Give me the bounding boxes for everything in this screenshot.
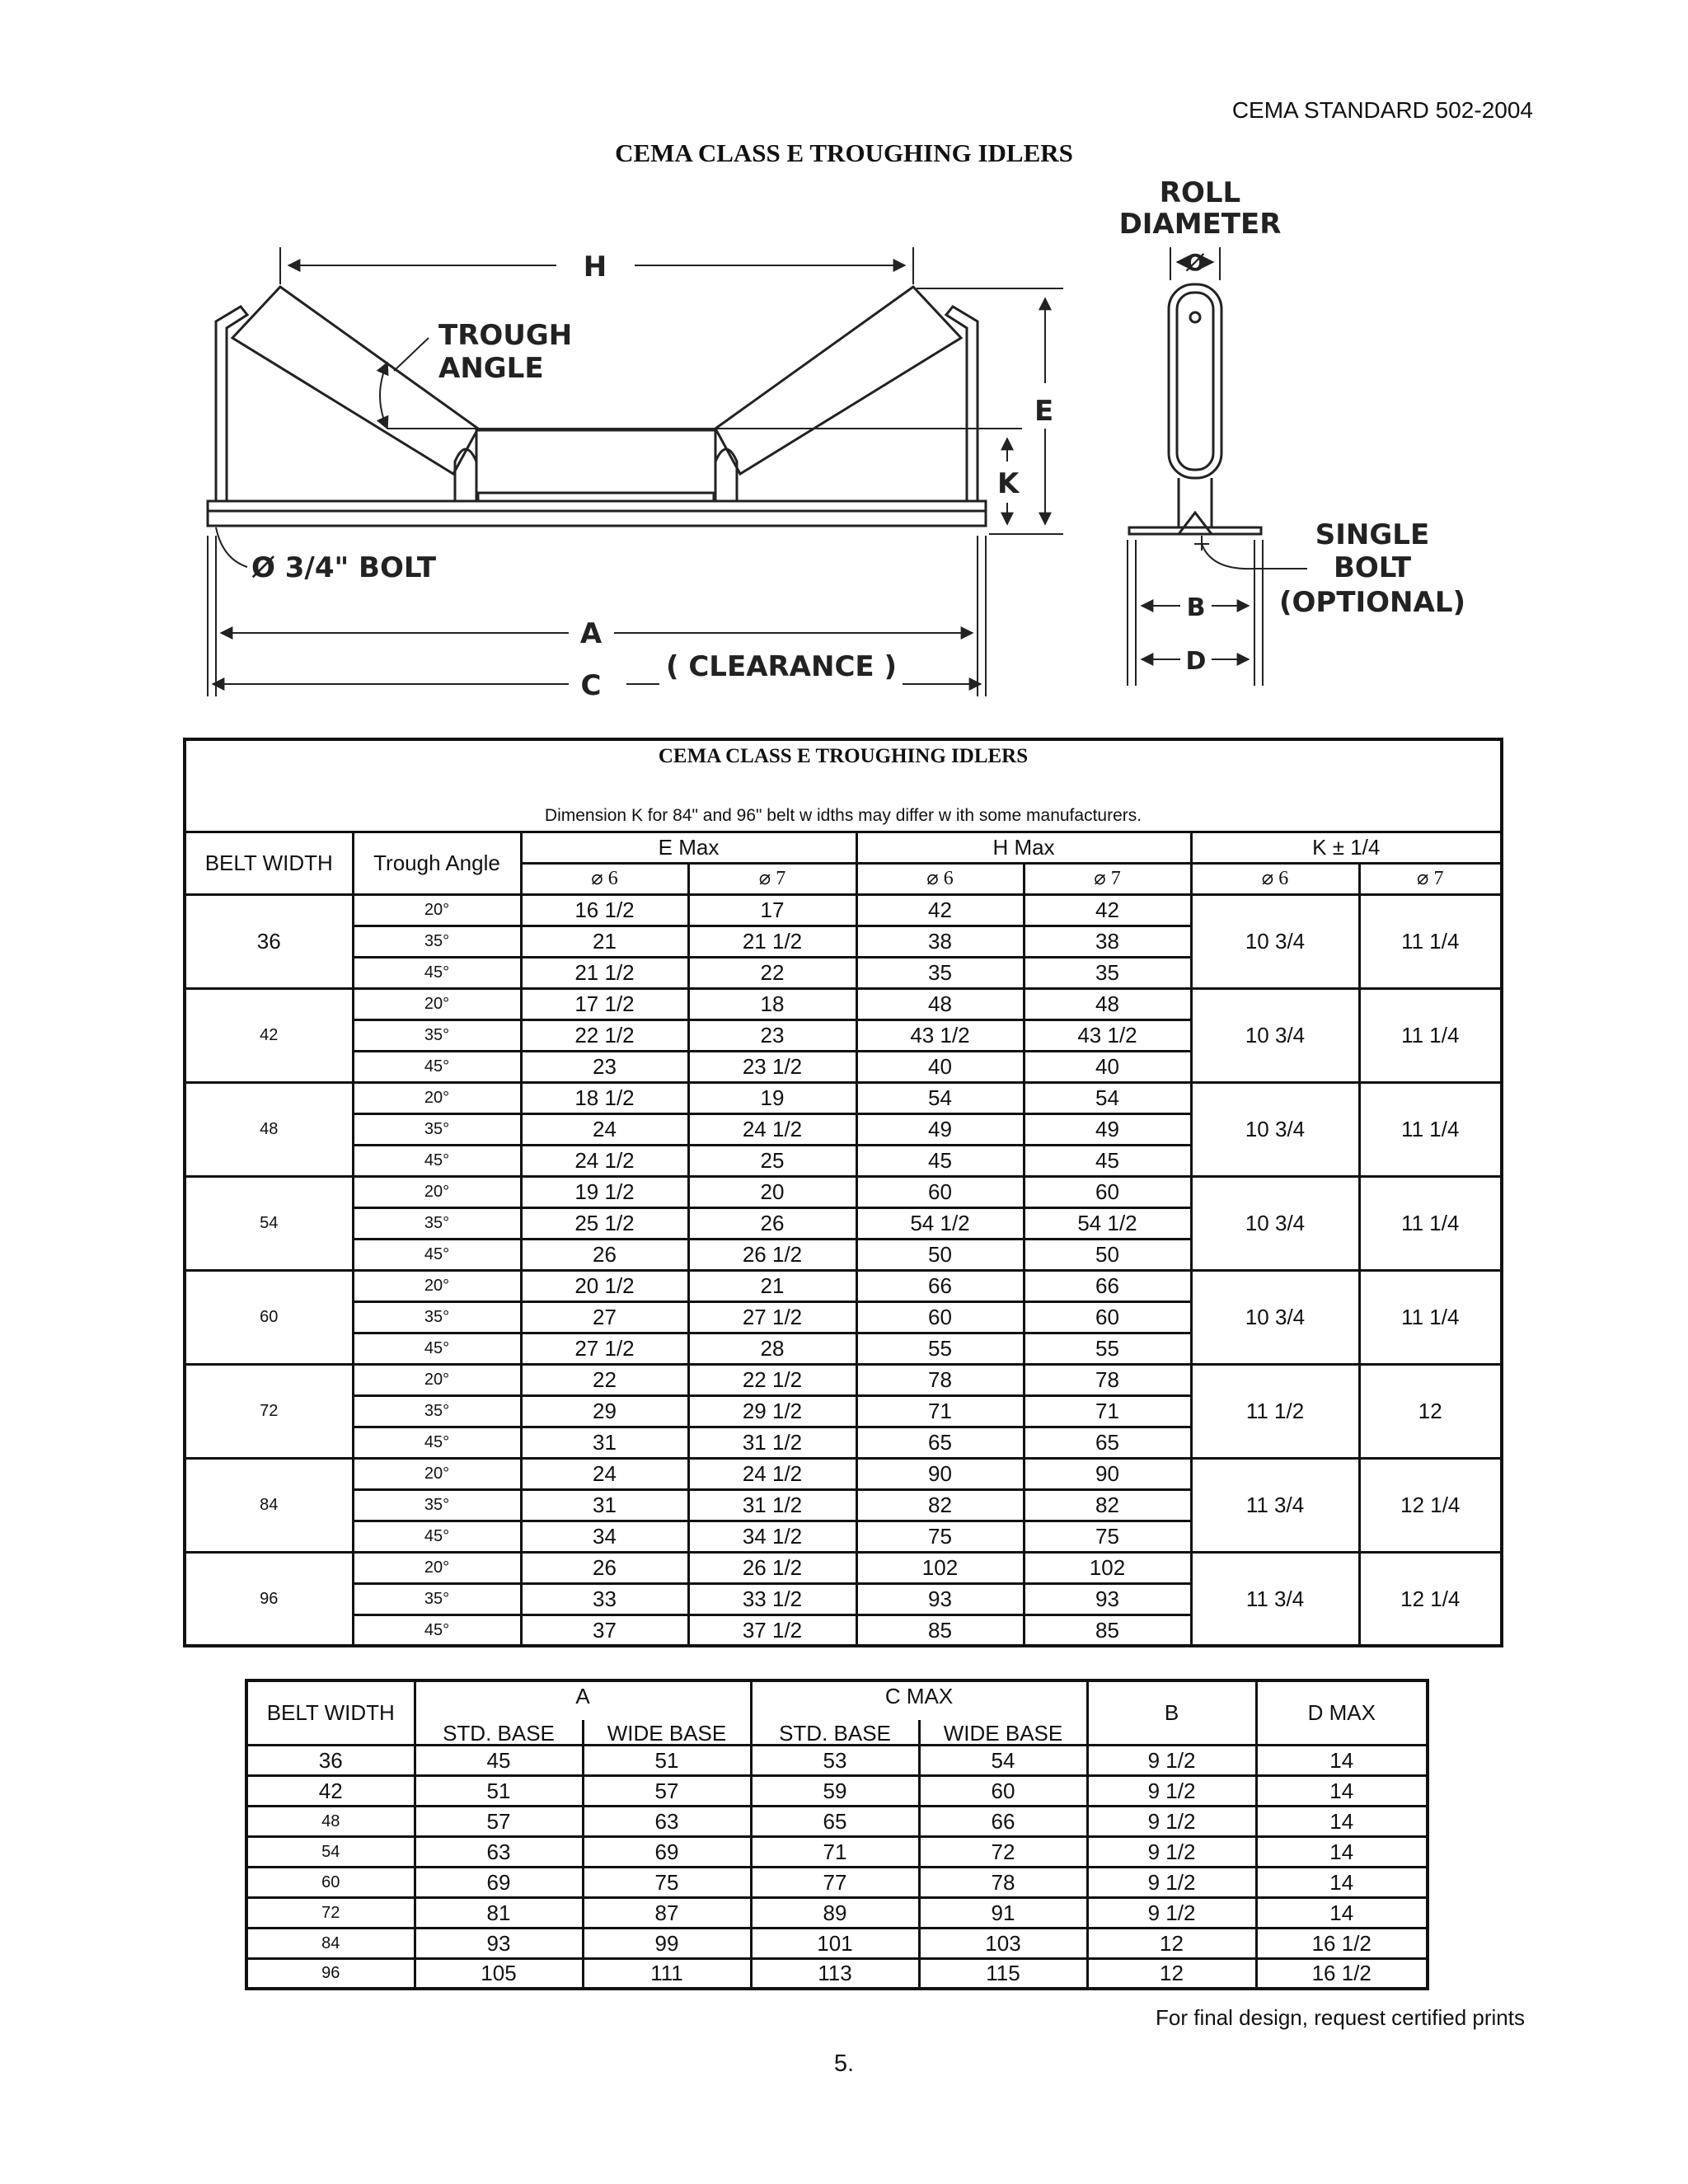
belt-width-cell: 96 [185,1552,353,1646]
belt-width-cell: 84 [185,1458,353,1552]
header2-c-wide: WIDE BASE [919,1720,1087,1745]
k-d6-cell: 10 3/4 [1191,1176,1359,1270]
c-std-cell: 59 [751,1775,919,1806]
h-d6-cell: 42 [856,894,1024,926]
h-d7-cell: 82 [1024,1489,1191,1521]
h-d6-cell: 38 [856,926,1024,957]
table-row [185,894,1502,926]
h-d7-cell: 78 [1024,1364,1191,1395]
h-d7-cell: 66 [1024,1270,1191,1301]
a-std-cell: 81 [415,1897,583,1928]
base-frame [208,501,986,526]
trough-angle-cell: 20° [353,1176,521,1207]
trough-angle-cell: 20° [353,1552,521,1583]
d-max-cell: 14 [1256,1836,1428,1867]
label-phi: Ø [1185,249,1205,276]
h-d7-cell: 35 [1024,957,1191,988]
e-d7-cell: 37 1/2 [688,1615,856,1646]
h-d6-cell: 78 [856,1364,1024,1395]
table-row [185,1552,1502,1583]
e-d7-cell: 21 1/2 [688,926,856,957]
e-d6-cell: 25 1/2 [521,1207,688,1239]
belt-width-cell: 72 [246,1897,415,1928]
e-d7-cell: 19 [688,1082,856,1113]
table-row [185,1082,1502,1113]
h-d6-cell: 102 [856,1552,1024,1583]
a-std-cell: 93 [415,1928,583,1958]
h-d6-cell: 90 [856,1458,1024,1489]
trough-angle-cell: 20° [353,1270,521,1301]
header2-a-wide: WIDE BASE [583,1720,751,1745]
trough-angle-cell: 35° [353,1207,521,1239]
h-d7-cell: 85 [1024,1615,1191,1646]
h-d6-cell: 35 [856,957,1024,988]
a-wide-cell: 69 [583,1836,751,1867]
h-d7-cell: 102 [1024,1552,1191,1583]
label-b: B [1186,593,1206,622]
k-d7-cell: 12 [1359,1364,1502,1458]
d-max-cell: 14 [1256,1897,1428,1928]
label-k: K [997,467,1020,500]
a-wide-cell: 75 [583,1867,751,1897]
header-k-d6: ⌀ 6 [1191,863,1359,894]
c-std-cell: 53 [751,1745,919,1775]
table1-title [185,739,1502,832]
header-h-d6: ⌀ 6 [856,863,1024,894]
label-clearance: ( CLEARANCE ) [665,650,898,683]
h-d7-cell: 65 [1024,1427,1191,1458]
h-d6-cell: 82 [856,1489,1024,1521]
e-d7-cell: 25 [688,1145,856,1176]
e-d7-cell: 17 [688,894,856,926]
trough-angle-cell: 35° [353,1301,521,1333]
trough-angle-cell: 45° [353,957,521,988]
table-row [246,1928,1428,1958]
d-max-cell: 14 [1256,1867,1428,1897]
belt-width-cell: 60 [185,1270,353,1364]
trough-angle-cell: 45° [353,1145,521,1176]
a-std-cell: 63 [415,1836,583,1867]
label-single-bolt: BOLT [1333,551,1412,584]
table-row [185,1458,1502,1489]
e-d6-cell: 27 [521,1301,688,1333]
k-d6-cell: 11 3/4 [1191,1552,1359,1646]
h-d6-cell: 55 [856,1333,1024,1364]
b-cell: 9 1/2 [1087,1806,1256,1836]
k-d7-cell: 12 1/4 [1359,1458,1502,1552]
h-d7-cell: 93 [1024,1583,1191,1615]
a-wide-cell: 99 [583,1928,751,1958]
table-row [185,1270,1502,1301]
table-row [246,1897,1428,1928]
h-d7-cell: 75 [1024,1521,1191,1552]
label-c: C [580,669,602,702]
page-number: 5. [833,2050,855,2077]
a-std-cell: 45 [415,1745,583,1775]
trough-angle-cell: 45° [353,1521,521,1552]
h-d7-cell: 38 [1024,926,1191,957]
label-diameter: DIAMETER [1118,208,1282,241]
e-d6-cell: 29 [521,1395,688,1427]
table-row [185,988,1502,1019]
e-d7-cell: 23 [688,1019,856,1051]
idler-diagram [0,0,1688,725]
table-row [246,1775,1428,1806]
table-row [246,1745,1428,1775]
e-d6-cell: 24 1/2 [521,1145,688,1176]
e-d6-cell: 34 [521,1521,688,1552]
h-d7-cell: 54 1/2 [1024,1207,1191,1239]
e-d7-cell: 20 [688,1176,856,1207]
right-wing-roll [715,287,961,474]
trough-angle-cell: 20° [353,988,521,1019]
trough-angle-cell: 20° [353,1458,521,1489]
idler-front-view [208,247,1063,696]
trough-angle-cell: 35° [353,1019,521,1051]
c-wide-cell: 103 [919,1928,1087,1958]
belt-width-cell: 54 [246,1836,415,1867]
a-wide-cell: 51 [583,1745,751,1775]
belt-width-cell: 60 [246,1867,415,1897]
belt-width-cell: 54 [185,1176,353,1270]
k-d6-cell: 11 1/2 [1191,1364,1359,1458]
trough-angle-cell: 45° [353,1427,521,1458]
a-std-cell: 51 [415,1775,583,1806]
e-d6-cell: 18 1/2 [521,1082,688,1113]
k-d7-cell: 11 1/4 [1359,1270,1502,1364]
belt-width-cell: 36 [246,1745,415,1775]
trough-angle-cell: 35° [353,926,521,957]
e-d6-cell: 16 1/2 [521,894,688,926]
h-d7-cell: 40 [1024,1051,1191,1082]
belt-width-cell: 48 [246,1806,415,1836]
e-d7-cell: 26 1/2 [688,1552,856,1583]
c-wide-cell: 115 [919,1958,1087,1989]
d-max-cell: 16 1/2 [1256,1958,1428,1989]
header-k: K ± 1/4 [1191,832,1502,863]
e-d6-cell: 37 [521,1615,688,1646]
center-roll [476,430,715,493]
table-row [246,1836,1428,1867]
c-std-cell: 89 [751,1897,919,1928]
e-d6-cell: 22 [521,1364,688,1395]
e-d6-cell: 22 1/2 [521,1019,688,1051]
c-wide-cell: 78 [919,1867,1087,1897]
header-e-d7: ⌀ 7 [688,863,856,894]
e-d7-cell: 33 1/2 [688,1583,856,1615]
h-d7-cell: 60 [1024,1301,1191,1333]
e-d7-cell: 24 1/2 [688,1458,856,1489]
h-d7-cell: 49 [1024,1113,1191,1145]
h-d6-cell: 85 [856,1615,1024,1646]
h-d6-cell: 45 [856,1145,1024,1176]
right-bracket [946,307,978,501]
trough-angle-cell: 45° [353,1333,521,1364]
belt-width-cell: 96 [246,1958,415,1989]
e-d7-cell: 18 [688,988,856,1019]
e-d7-cell: 22 [688,957,856,988]
h-d6-cell: 60 [856,1176,1024,1207]
h-d6-cell: 71 [856,1395,1024,1427]
h-d7-cell: 50 [1024,1239,1191,1270]
b-cell: 9 1/2 [1087,1867,1256,1897]
header2-c-max: C MAX [751,1680,1087,1720]
a-wide-cell: 57 [583,1775,751,1806]
belt-width-cell: 42 [246,1775,415,1806]
h-d7-cell: 48 [1024,988,1191,1019]
page-title: CEMA CLASS E TROUGHING IDLERS [615,138,1073,167]
base-dimensions-table [245,1679,1429,1990]
h-d7-cell: 90 [1024,1458,1191,1489]
a-std-cell: 105 [415,1958,583,1989]
a-wide-cell: 111 [583,1958,751,1989]
label-roll: ROLL [1159,176,1241,209]
a-std-cell: 57 [415,1806,583,1836]
h-d6-cell: 54 [856,1082,1024,1113]
c-wide-cell: 72 [919,1836,1087,1867]
header-trough-angle: Trough Angle [353,832,521,894]
c-wide-cell: 54 [919,1745,1087,1775]
e-d7-cell: 34 1/2 [688,1521,856,1552]
k-d7-cell: 11 1/4 [1359,1176,1502,1270]
e-d6-cell: 31 [521,1489,688,1521]
c-wide-cell: 60 [919,1775,1087,1806]
trough-angle-cell: 20° [353,894,521,926]
header-e-d6: ⌀ 6 [521,863,688,894]
e-d6-cell: 20 1/2 [521,1270,688,1301]
e-d6-cell: 27 1/2 [521,1333,688,1364]
belt-width-cell: 72 [185,1364,353,1458]
b-cell: 9 1/2 [1087,1745,1256,1775]
e-d7-cell: 23 1/2 [688,1051,856,1082]
header-k-d7: ⌀ 7 [1359,863,1502,894]
table1-title-text: CEMA CLASS E TROUGHING IDLERS [658,745,1029,767]
h-d6-cell: 93 [856,1583,1024,1615]
h-d7-cell: 55 [1024,1333,1191,1364]
h-d6-cell: 66 [856,1270,1024,1301]
header2-d-max: D MAX [1256,1680,1428,1745]
belt-width-cell: 36 [185,894,353,988]
b-cell: 12 [1087,1958,1256,1989]
h-d6-cell: 48 [856,988,1024,1019]
table-row [185,1176,1502,1207]
belt-width-cell: 84 [246,1928,415,1958]
label-angle: ANGLE [438,352,544,385]
trough-angle-cell: 35° [353,1583,521,1615]
e-d7-cell: 26 [688,1207,856,1239]
h-d7-cell: 54 [1024,1082,1191,1113]
header-h-max: H Max [856,832,1191,863]
e-d7-cell: 31 1/2 [688,1489,856,1521]
k-d7-cell: 11 1/4 [1359,894,1502,988]
k-d7-cell: 11 1/4 [1359,1082,1502,1176]
h-d6-cell: 60 [856,1301,1024,1333]
e-d7-cell: 26 1/2 [688,1239,856,1270]
e-d7-cell: 21 [688,1270,856,1301]
e-d6-cell: 33 [521,1583,688,1615]
k-d7-cell: 11 1/4 [1359,988,1502,1082]
d-max-cell: 14 [1256,1745,1428,1775]
h-d6-cell: 43 1/2 [856,1019,1024,1051]
troughing-idlers-table [183,738,1503,1647]
e-d6-cell: 26 [521,1239,688,1270]
trough-angle-cell: 35° [353,1395,521,1427]
idler-side-view [1128,247,1307,686]
h-d7-cell: 71 [1024,1395,1191,1427]
k-d6-cell: 11 3/4 [1191,1458,1359,1552]
e-d6-cell: 21 [521,926,688,957]
trough-angle-cell: 45° [353,1239,521,1270]
a-std-cell: 69 [415,1867,583,1897]
e-d6-cell: 21 1/2 [521,957,688,988]
c-std-cell: 101 [751,1928,919,1958]
a-wide-cell: 63 [583,1806,751,1836]
h-d6-cell: 49 [856,1113,1024,1145]
label-trough: TROUGH [438,319,573,352]
c-wide-cell: 66 [919,1806,1087,1836]
trough-angle-cell: 35° [353,1113,521,1145]
c-std-cell: 77 [751,1867,919,1897]
table1-note: Dimension K for 84" and 96" belt w idths may differ w ith some manufacturers. [544,806,1142,825]
e-d6-cell: 26 [521,1552,688,1583]
h-d7-cell: 45 [1024,1145,1191,1176]
h-d6-cell: 75 [856,1521,1024,1552]
footer-note: For final design, request certified prints [1156,2005,1525,2030]
h-d7-cell: 60 [1024,1176,1191,1207]
h-d7-cell: 42 [1024,894,1191,926]
e-d6-cell: 31 [521,1427,688,1458]
belt-width-cell: 42 [185,988,353,1082]
h-d6-cell: 54 1/2 [856,1207,1024,1239]
d-max-cell: 16 1/2 [1256,1928,1428,1958]
e-d6-cell: 19 1/2 [521,1176,688,1207]
h-d6-cell: 65 [856,1427,1024,1458]
trough-angle-cell: 20° [353,1364,521,1395]
c-std-cell: 113 [751,1958,919,1989]
table-row [246,1806,1428,1836]
label-e: E [1034,395,1054,428]
header2-a: A [415,1680,751,1720]
d-max-cell: 14 [1256,1806,1428,1836]
label-h: H [583,251,607,284]
e-d7-cell: 28 [688,1333,856,1364]
e-d7-cell: 31 1/2 [688,1427,856,1458]
header-belt-width: BELT WIDTH [185,832,353,894]
k-d7-cell: 12 1/4 [1359,1552,1502,1646]
trough-angle-cell: 45° [353,1615,521,1646]
k-d6-cell: 10 3/4 [1191,894,1359,988]
b-cell: 9 1/2 [1087,1836,1256,1867]
e-d6-cell: 24 [521,1113,688,1145]
header2-b: B [1087,1680,1256,1745]
k-d6-cell: 10 3/4 [1191,988,1359,1082]
e-d6-cell: 24 [521,1458,688,1489]
header2-c-std: STD. BASE [751,1720,919,1745]
b-cell: 9 1/2 [1087,1897,1256,1928]
trough-angle-cell: 20° [353,1082,521,1113]
left-bracket [216,307,247,501]
header-e-max: E Max [521,832,856,863]
e-d7-cell: 24 1/2 [688,1113,856,1145]
label-optional: (OPTIONAL) [1278,586,1466,619]
table-row [246,1958,1428,1989]
belt-width-cell: 48 [185,1082,353,1176]
e-d7-cell: 27 1/2 [688,1301,856,1333]
table-row [185,1364,1502,1395]
trough-angle-cell: 35° [353,1489,521,1521]
e-d6-cell: 23 [521,1051,688,1082]
label-d: D [1185,647,1207,676]
e-d7-cell: 22 1/2 [688,1364,856,1395]
e-d6-cell: 17 1/2 [521,988,688,1019]
e-d7-cell: 29 1/2 [688,1395,856,1427]
header-h-d7: ⌀ 7 [1024,863,1191,894]
header2-a-std: STD. BASE [415,1720,583,1745]
k-d6-cell: 10 3/4 [1191,1082,1359,1176]
c-wide-cell: 91 [919,1897,1087,1928]
label-bolt: Ø 3/4" BOLT [251,551,437,584]
header2-belt-width: BELT WIDTH [246,1680,415,1745]
c-std-cell: 71 [751,1836,919,1867]
table-row [246,1867,1428,1897]
trough-angle-cell: 45° [353,1051,521,1082]
b-cell: 9 1/2 [1087,1775,1256,1806]
h-d7-cell: 43 1/2 [1024,1019,1191,1051]
label-single: SINGLE [1315,518,1430,551]
standard-number: CEMA STANDARD 502-2004 [1231,97,1533,123]
k-d6-cell: 10 3/4 [1191,1270,1359,1364]
d-max-cell: 14 [1256,1775,1428,1806]
a-wide-cell: 87 [583,1897,751,1928]
c-std-cell: 65 [751,1806,919,1836]
label-a: A [579,617,603,650]
h-d6-cell: 50 [856,1239,1024,1270]
h-d6-cell: 40 [856,1051,1024,1082]
b-cell: 12 [1087,1928,1256,1958]
